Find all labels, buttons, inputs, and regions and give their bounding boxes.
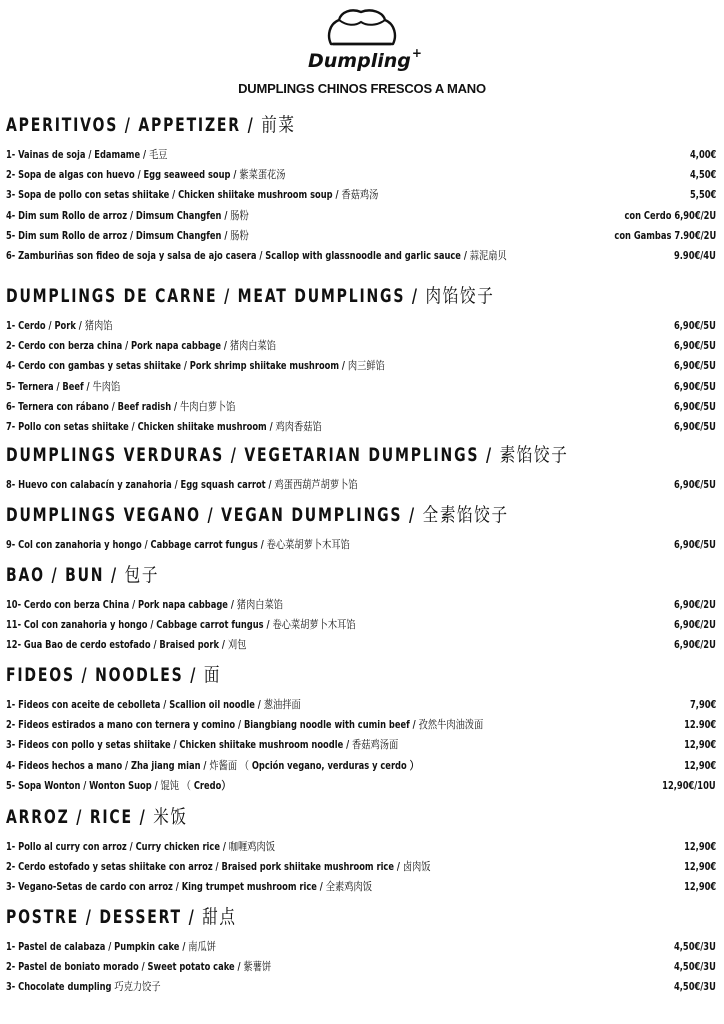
item-name-text: 3- Fideos con pollo y setas shiitake / Chicken shiitake mushroom noodle / [6,738,350,752]
item-chinese-name: 卷心菜胡萝卜木耳馅 [272,618,356,632]
section-dessert [6,906,718,998]
item-chinese-name: 卤肉饭 [402,860,431,874]
item-name-text: 5- Ternera / Beef / [6,379,90,393]
dumpling-logo-icon [325,6,399,52]
menu-item-name [6,246,507,266]
menu-item-price: 6,90€/5U [674,379,716,393]
menu-item-name [6,957,271,977]
menu-item [6,715,718,735]
item-chinese-name: 牛肉馅 [92,379,121,393]
item-chinese-name: 鸡蛋西葫芦胡萝卜馅 [274,478,358,491]
section-title: POSTRE / DESSERT / 甜点 [6,906,237,928]
item-name-text: 7- Pollo con setas shiitake / Chicken shiitake mushroom / [6,419,273,433]
item-chinese-name: 毛豆 [148,148,168,161]
menu-item-name [6,397,235,417]
menu-item-price: 9.90€/4U [674,248,716,262]
item-chinese-name: 紫菜蛋花汤 [239,168,286,182]
menu-item [6,185,718,205]
section-title: DUMPLINGS VERDURAS / VEGETARIAN DUMPLINGS / 素馅饺子 [6,444,569,466]
menu-item-name [6,185,378,205]
menu-item-list [6,475,718,495]
menu-item-name [6,417,322,437]
item-chinese-name: 南瓜饼 [188,940,216,953]
menu-item-name [6,837,275,857]
menu-item [6,397,718,417]
menu-item-price: 6,90€/5U [674,478,716,491]
menu-item [6,957,718,977]
menu-item-list [6,535,718,555]
menu-item [6,837,718,857]
item-chinese-name: 孜然牛肉油泼面 [418,718,484,732]
menu-item [6,417,718,437]
item-chinese-name: 紫薯饼 [243,960,272,974]
menu-item-price: 4,00€ [689,148,716,161]
item-note: Credo） [193,778,231,792]
item-name-text: 3- Chocolate dumpling [6,980,112,994]
section-title: ARROZ / RICE / 米饭 [6,806,188,828]
item-name-text: 2- Sopa de algas con huevo / Egg seaweed soup / [6,168,237,182]
item-name-text: 2- Cerdo con berza china / Pork napa cabbage / [6,339,227,353]
item-name-text: 2- Cerdo estofado y setas shiitake con arroz / Braised pork shiitake mushroom rice / [6,860,400,874]
section-title: APERITIVOS / APPETIZER / 前菜 [6,114,296,136]
item-chinese-name: 全素鸡肉饭 [325,880,372,894]
menu-item-list [6,937,718,998]
item-name-text: 8- Huevo con calabacín y zanahoria / Egg squash carrot / [6,478,272,491]
item-chinese-name: 肠粉 [230,228,249,242]
item-name-text: 1- Pollo al curry con arroz / Curry chicken rice / [6,840,226,853]
menu-item [6,226,718,246]
item-name-text: 5- Dim sum Rollo de arroz / Dimsum Changfen / [6,228,228,242]
item-chinese-name: 肠粉 [230,208,249,222]
menu-item [6,475,718,495]
section-vegan-dumplings [6,504,718,555]
tagline: DUMPLINGS CHINOS FRESCOS A MANO [238,81,486,96]
item-chinese-name: 牛肉白萝卜馅 [179,399,236,413]
item-name-text: 6- Zamburiñas son fideo de soja y salsa de ajo casera / Scallop with glassnoodle and garlic sauce / [6,248,467,262]
menu-item-price: 4,50€/3U [674,980,716,994]
menu-item-name [6,715,483,735]
item-name-text: 4- Cerdo con gambas y setas shiitake / Pork shrimp shiitake mushroom / [6,359,345,373]
menu-item-price: 12,90€/10U [662,778,716,792]
menu-item-price: 6,90€/2U [674,638,716,652]
menu-item-name [6,735,398,755]
menu-item-price: 12,90€ [683,840,716,853]
menu-item [6,937,718,957]
menu-item [6,336,718,356]
menu-item [6,316,718,336]
menu-item-price: 12,90€ [683,880,716,894]
menu-item-name [6,877,372,897]
menu-item-price: 6,90€/5U [674,419,716,433]
section-title: BAO / BUN / 包子 [6,564,160,586]
menu-item-price: 6,90€/5U [674,399,716,413]
menu-item-name [6,356,385,376]
menu-item [6,145,718,165]
menu-item-price: 6,90€/5U [674,339,716,353]
menu-item-name [6,695,301,715]
menu-item-name [6,857,431,877]
menu-header [0,0,724,100]
section-title: DUMPLINGS DE CARNE / MEAT DUMPLINGS / 肉馅饺子 [6,285,495,307]
menu-item-price: 4,50€ [689,168,716,182]
item-chinese-name: 馄饨 （ [160,778,191,792]
item-name-text: 2- Fideos estirados a mano con ternera y comino / Biangbiang noodle with cumin beef / [6,718,416,732]
menu-item-name [6,226,249,246]
menu-item-price: 7,90€ [689,698,716,711]
item-name-text: 1- Fideos con aceite de cebolleta / Scallion oil noodle / [6,698,261,711]
section-title: DUMPLINGS VEGANO / VEGAN DUMPLINGS / 全素馅饺子 [6,504,509,526]
menu-item-price: 6,90€/5U [674,538,716,551]
menu-item-name [6,165,286,185]
menu-item-name [6,206,249,226]
menu-item-price: 12.90€ [683,718,716,732]
menu-item-price: 12,90€ [683,758,716,772]
menu-item [6,735,718,755]
menu-item-name [6,977,161,997]
item-name-text: 1- Vainas de soja / Edamame / [6,148,147,161]
menu-item [6,377,718,397]
item-chinese-name: 卷心菜胡萝卜木耳馅 [266,538,350,551]
menu-item-list [6,837,718,898]
menu-item-name [6,377,120,397]
menu-item-list [6,316,718,437]
menu-item [6,356,718,376]
item-chinese-name: 炸酱面 （ [209,758,249,772]
item-name-text: 11- Col con zanahoria y hongo / Cabbage carrot fungus / [6,618,270,632]
menu-item [6,877,718,897]
item-chinese-name: 猪肉白菜馅 [236,598,283,611]
item-chinese-name: 巧克力饺子 [114,980,161,994]
menu-item-list [6,595,718,656]
menu-item-price: 4,50€/3U [674,940,716,953]
menu-item [6,615,718,635]
item-chinese-name: 肉三鲜馅 [347,359,385,373]
item-name-text: 6- Ternera con rábano / Beef radish / [6,399,178,413]
menu-item [6,857,718,877]
menu-item [6,595,718,615]
menu-item [6,977,718,997]
menu-item-name [6,756,419,776]
menu-item-name [6,336,276,356]
menu-item [6,635,718,655]
menu-item-list [6,145,718,266]
menu-item-name [6,316,112,336]
menu-item-price: 12,90€ [683,860,716,874]
item-name-text: 1- Pastel de calabaza / Pumpkin cake / [6,940,186,953]
menu-item [6,246,718,266]
menu-item-price: 6,90€/5U [674,359,716,373]
item-chinese-name: 咖喱鸡肉饭 [228,840,275,853]
item-name-text: 3- Vegano-Setas de cardo con arroz / King trumpet mushroom rice / [6,880,323,894]
menu-item-name [6,535,350,555]
item-name-text: 4- Fideos hechos a mano / Zha jiang mian / [6,758,207,772]
item-note: Opción vegano, verduras y cerdo ） [251,758,419,772]
item-chinese-name: 鸡肉香菇馅 [275,419,322,433]
menu-item-price: 5,50€ [689,188,716,202]
menu-item [6,535,718,555]
menu-item-name [6,937,216,957]
item-name-text: 5- Sopa Wonton / Wonton Suop / [6,778,158,792]
section-noodles [6,664,718,796]
item-chinese-name: 蒜泥扇贝 [469,248,507,262]
section-rice [6,806,718,898]
menu-item-name [6,635,246,655]
section-bao [6,564,718,656]
item-chinese-name: 猪肉白菜馅 [229,339,277,353]
menu-item-name [6,595,283,615]
menu-item-name [6,776,231,796]
section-appetizer [6,114,718,266]
menu-item-price: 4,50€/3U [674,960,716,974]
menu-item-name [6,615,356,635]
menu-item-price: con Gambas 7.90€/2U [614,228,716,242]
item-chinese-name: 葱油拌面 [263,698,301,711]
menu-item-list [6,695,718,796]
item-name-text: 12- Gua Bao de cerdo estofado / Braised pork / [6,638,225,652]
menu-item-price: 12,90€ [683,738,716,752]
menu-item-price: 6,90€/2U [674,618,716,632]
item-name-text: 4- Dim sum Rollo de arroz / Dimsum Changfen / [6,208,228,222]
section-meat-dumplings [6,285,718,437]
menu-item [6,206,718,226]
menu-item-price: con Cerdo 6,90€/2U [624,208,716,222]
menu-item [6,165,718,185]
menu-item-name [6,145,167,165]
menu-item [6,776,718,796]
item-chinese-name: 香菇鸡汤面 [352,738,399,752]
section-vegetarian-dumplings [6,444,718,495]
item-name-text: 1- Cerdo / Pork / [6,319,82,332]
item-chinese-name: 香菇鸡汤 [341,188,379,202]
item-chinese-name: 猪肉馅 [84,319,113,332]
item-name-text: 10- Cerdo con berza China / Pork napa cabbage / [6,598,234,611]
section-title: FIDEOS / NOODLES / 面 [6,664,222,686]
brand-name: Dumpling+ [308,46,422,72]
menu-item-name [6,475,358,495]
item-name-text: 3- Sopa de pollo con setas shiitake / Chicken shiitake mushroom soup / [6,188,339,202]
menu-item [6,756,718,776]
menu-item-price: 6,90€/5U [674,319,716,332]
item-name-text: 9- Col con zanahoria y hongo / Cabbage carrot fungus / [6,538,264,551]
item-name-text: 2- Pastel de boniato morado / Sweet potato cake / [6,960,241,974]
menu-item-price: 6,90€/2U [674,598,716,611]
item-chinese-name: 刈包 [227,638,247,652]
menu-item [6,695,718,715]
